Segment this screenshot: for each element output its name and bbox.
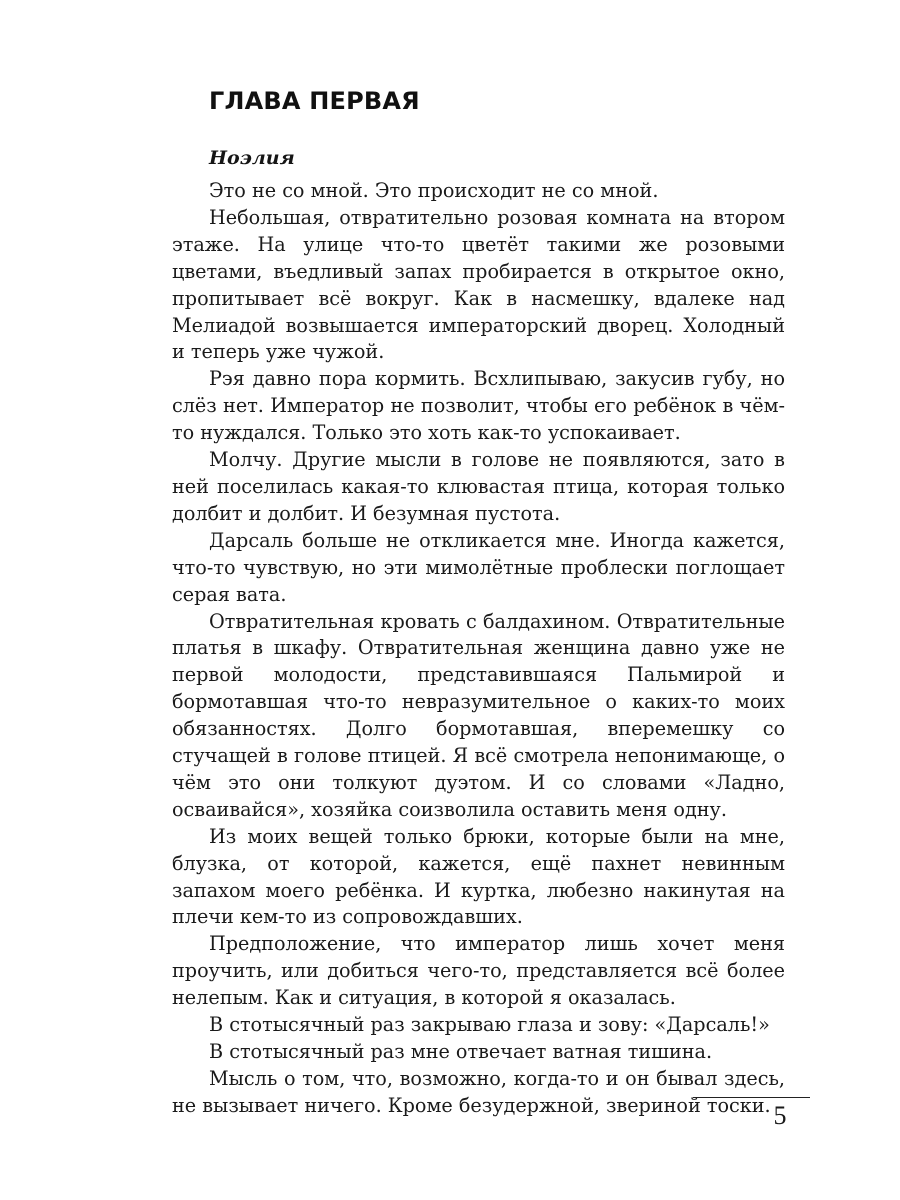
page-number: 5	[773, 1101, 787, 1130]
paragraph: Это не со мной. Это происходит не со мной.	[209, 179, 659, 202]
footer-rule	[693, 1097, 810, 1098]
paragraph: Из моих вещей только брюки, которые были на мне, блузка, от которой, кажется, ещё пахнет невинным запахом моего ребёнка. И куртка, любезно накинутая на плечи кем-то из сопровождавших.	[172, 824, 785, 929]
text-block	[172, 80, 785, 1120]
paragraph: В стотысячный раз мне отвечает ватная тишина.	[209, 1040, 713, 1063]
chapter-title: ГЛАВА ПЕРВАЯ	[209, 87, 420, 115]
paragraph: В стотысячный раз закрываю глаза и зову: «Дарсаль!»	[209, 1013, 770, 1037]
paragraph: Дарсаль больше не откликается мне. Иногда кажется, что-то чувствую, но эти мимолётные проблески поглощает серая вата.	[172, 528, 785, 606]
paragraph: Отвратительная кровать с балдахином. Отвратительные платья в шкафу. Отвратительная женщина давно уже не первой молодости, представившаяся Пальмирой и бормотавшая что-то невразумительное о каких-то моих обязанностях. Долго бормотавшая, вперемешку со стучащей в голове птицей. Я всё смотрела непонимающе, о чём это они толкуют дуэтом. И со словами «Ладно, осваивайся», хозяйка соизволила оставить меня одну.	[172, 609, 785, 821]
section-title: Ноэлия	[209, 147, 295, 169]
paragraph: Предположение, что император лишь хочет меня проучить, или добиться чего-то, представляется всё более нелепым. Как и ситуация, в которой я оказалась.	[172, 932, 785, 1010]
paragraph: Небольшая, отвратительно розовая комната на втором этаже. На улице что-то цветёт такими же розовыми цветами, въедливый запах пробирается в открытое окно, пропитывает всё вокруг. Как в насмешку, вдалеке над Мелиадой возвышается императорский дворец. Холодный и теперь уже чужой.	[172, 205, 785, 364]
paragraph: Мысль о том, что, возможно, когда-то и он бывал здесь, не вызывает ничего. Кроме безудержной, звериной тоски.	[172, 1066, 785, 1117]
paragraph: Молчу. Другие мысли в голове не появляются, зато в ней поселилась какая-то клювастая птица, которая только долбит и долбит. И безумная пустота.	[172, 448, 785, 525]
paragraph: Рэя давно пора кормить. Всхлипываю, закусив губу, но слёз нет. Император не позволит, чтобы его ребёнок в чём-то нуждался. Только это хоть как-то успокаивает.	[172, 367, 785, 445]
